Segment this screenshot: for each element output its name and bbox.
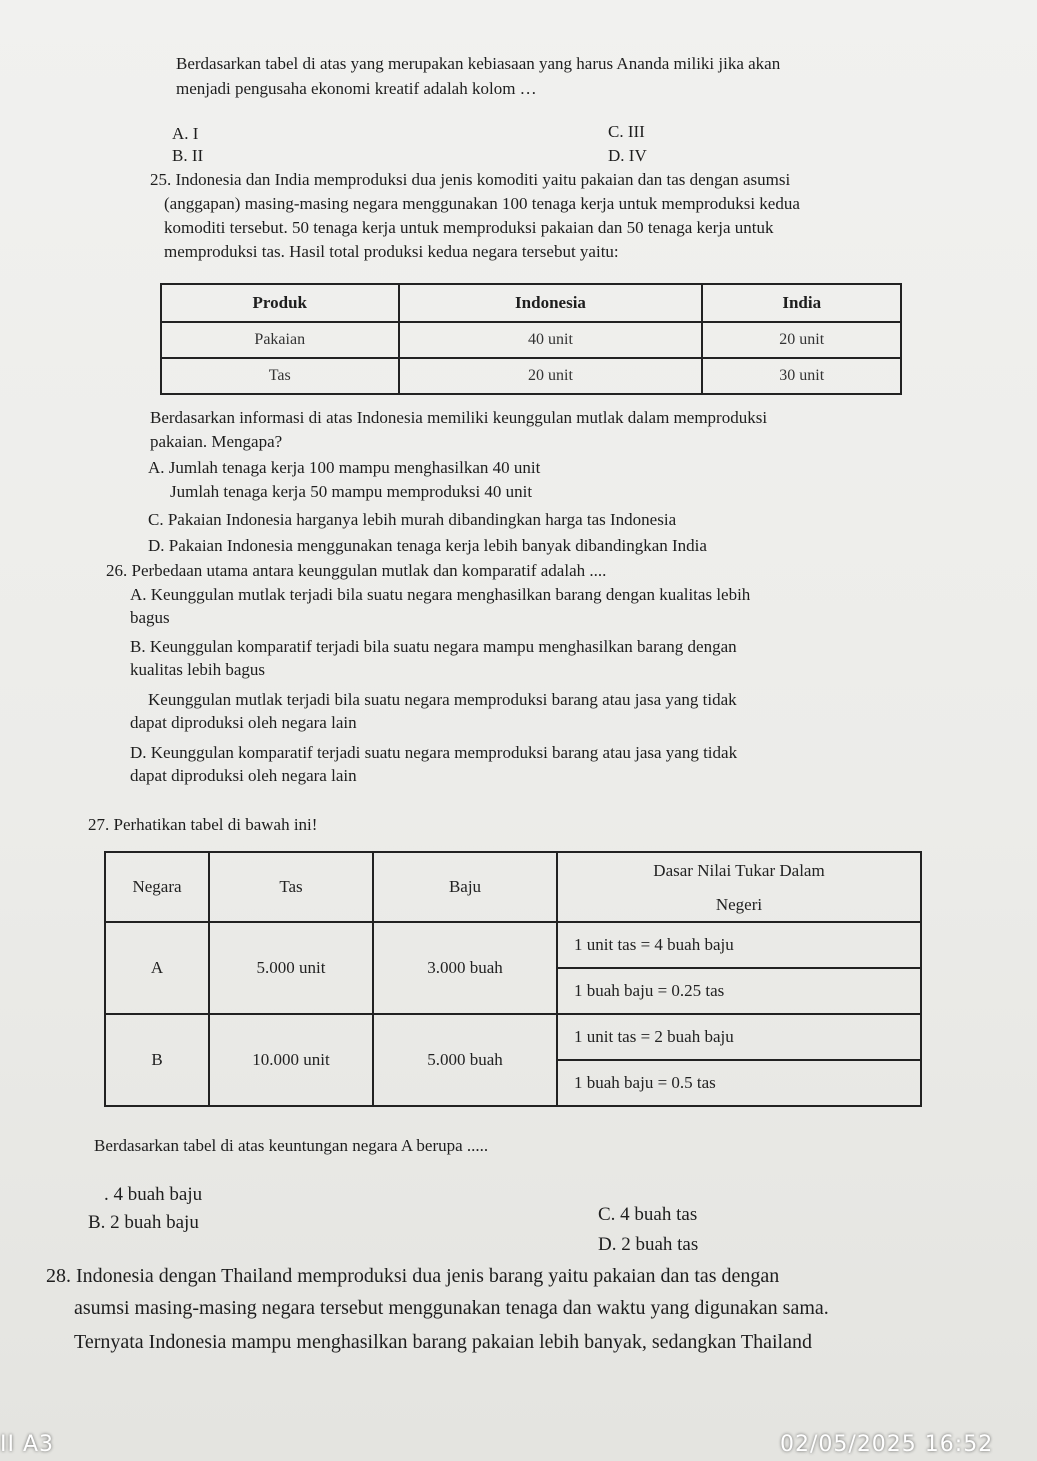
table-row [161,358,901,394]
header-indonesia: Indonesia [399,284,703,322]
q27-option-b: B. 2 buah baju [88,1212,199,1233]
header-india: India [702,284,901,322]
cell-baju: 5.000 buah [373,1014,557,1106]
q27-stem: 27. Perhatikan tabel di bawah ini! [88,815,318,834]
header-negeri: Negeri [557,889,921,922]
table-header-row [161,284,901,322]
table-row [161,322,901,358]
camera-stamp-label: II A3 [0,1432,55,1457]
q24-option-a: A. I [172,124,199,143]
q26-option-b-line2: kualitas lebih bagus [130,660,266,679]
cell-indonesia: 20 unit [399,358,703,394]
q26-option-b-line1: B. Keunggulan komparatif terjadi bila suatu negara mampu menghasilkan barang dengan [130,637,737,656]
table-row [105,1014,921,1060]
q25-stem-line1: 25. Indonesia dan India memproduksi dua jenis komoditi yaitu pakaian dan tas dengan asumsi [150,170,791,189]
cell-negara: B [105,1014,209,1106]
q28-stem-line3: Ternyata Indonesia mampu menghasilkan barang pakaian lebih banyak, sedangkan Thailand [74,1331,812,1353]
header-baju: Baju [373,852,557,922]
q26-option-d-line1: D. Keunggulan komparatif terjadi suatu negara memproduksi barang atau jasa yang tidak [130,743,738,762]
q26-stem: 26. Perbedaan utama antara keunggulan mutlak dan komparatif adalah .... [106,561,607,580]
q25-option-a: A. Jumlah tenaga kerja 100 mampu menghasilkan 40 unit [148,458,541,477]
q25-option-b: Jumlah tenaga kerja 50 mampu memproduksi 40 unit [170,482,533,501]
cell-product: Tas [161,358,399,394]
cell-negara: A [105,922,209,1014]
q28-stem-line1: 28. Indonesia dengan Thailand memproduksi dua jenis barang yaitu pakaian dan tas dengan [46,1265,780,1287]
q27-option-c: C. 4 buah tas [598,1204,698,1225]
q24-stem-line2: menjadi pengusaha ekonomi kreatif adalah kolom … [176,79,537,98]
cell-rate: 1 unit tas = 4 buah baju [557,922,921,968]
cell-rate: 1 buah baju = 0.5 tas [557,1060,921,1106]
header-dasar-nilai-tukar: Dasar Nilai Tukar Dalam [557,852,921,889]
q27-option-a: . 4 buah baju [104,1184,203,1205]
q26-option-c-line2: dapat diproduksi oleh negara lain [130,713,357,732]
table-row [105,922,921,968]
q25-production-table [160,283,902,395]
q27-question: Berdasarkan tabel di atas keuntungan negara A berupa ..... [94,1136,489,1155]
q25-stem-line3: komoditi tersebut. 50 tenaga kerja untuk memproduksi pakaian dan 50 tenaga kerja untuk [164,218,774,237]
header-produk: Produk [161,284,399,322]
q24-option-b: B. II [172,146,204,165]
q26-option-a-line1: A. Keunggulan mutlak terjadi bila suatu negara menghasilkan barang dengan kualitas lebih [130,585,751,604]
cell-baju: 3.000 buah [373,922,557,1014]
q25-stem-line4: memproduksi tas. Hasil total produksi kedua negara tersebut yaitu: [164,242,619,261]
q27-exchange-table [104,851,922,1107]
q25-option-d: D. Pakaian Indonesia menggunakan tenaga kerja lebih banyak dibandingkan India [148,536,707,555]
cell-india: 30 unit [702,358,901,394]
table-header-row [105,852,921,889]
cell-india: 20 unit [702,322,901,358]
cell-tas: 10.000 unit [209,1014,373,1106]
q24-option-c: C. III [608,122,645,141]
q24-option-d: D. IV [608,146,647,165]
header-tas: Tas [209,852,373,922]
cell-tas: 5.000 unit [209,922,373,1014]
q26-option-c-line1: Keunggulan mutlak terjadi bila suatu negara memproduksi barang atau jasa yang tidak [148,690,737,709]
cell-indonesia: 40 unit [399,322,703,358]
q26-option-a-line2: bagus [130,608,170,627]
q25-option-c: C. Pakaian Indonesia harganya lebih murah dibandingkan harga tas Indonesia [148,510,677,529]
q25-question-line2: pakaian. Mengapa? [150,432,283,451]
cell-rate: 1 buah baju = 0.25 tas [557,968,921,1014]
q25-stem-line2: (anggapan) masing-masing negara menggunakan 100 tenaga kerja untuk memproduksi kedua [164,194,800,213]
q24-stem-line1: Berdasarkan tabel di atas yang merupakan kebiasaan yang harus Ananda miliki jika akan [176,54,781,73]
cell-product: Pakaian [161,322,399,358]
q26-option-d-line2: dapat diproduksi oleh negara lain [130,766,357,785]
camera-stamp-datetime: 02/05/2025 16:52 [780,1432,994,1457]
q27-option-d: D. 2 buah tas [598,1234,699,1255]
header-negara: Negara [105,852,209,922]
cell-rate: 1 unit tas = 2 buah baju [557,1014,921,1060]
q28-stem-line2: asumsi masing-masing negara tersebut menggunakan tenaga dan waktu yang digunakan sama. [74,1297,829,1319]
q25-question-line1: Berdasarkan informasi di atas Indonesia memiliki keunggulan mutlak dalam memproduksi [150,408,768,427]
